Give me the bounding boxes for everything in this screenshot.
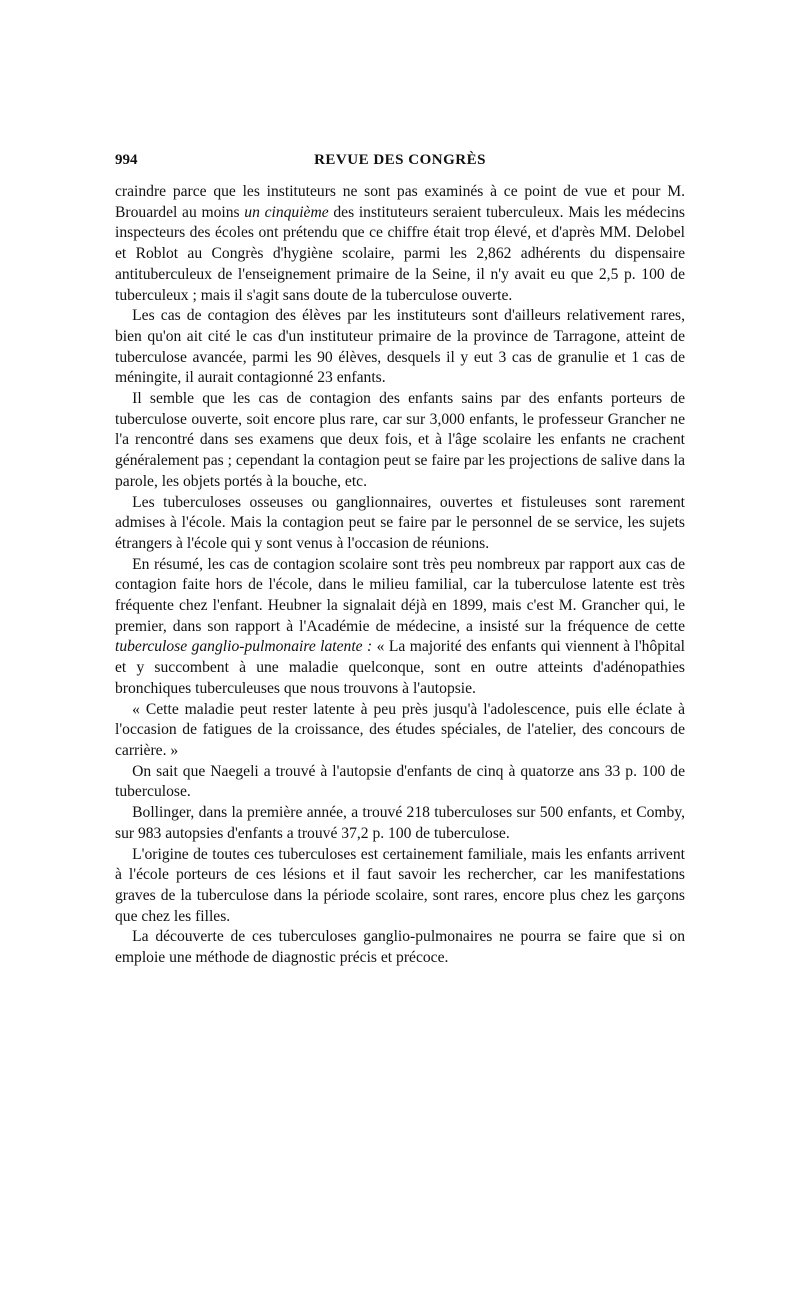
paragraph-8: Bollinger, dans la première année, a trouvé 218 tuberculoses sur 500 enfants, et Comby, sur 983 autopsies d'enfants a trouvé 37,2 p. 100 de tuberculose. [115,804,685,842]
paragraph-9: L'origine de toutes ces tuberculoses est certainement familiale, mais les enfants arrivent à l'école porteurs de ces lésions et il faut savoir les rechercher, car les manifestations graves de la tuberculose dans la période scolaire, sont rares, encore plus chez les garçons que chez les filles. [115,845,685,925]
paragraph-4: Les tuberculoses osseuses ou ganglionnaires, ouvertes et fistuleuses sont rarement admises à l'école. Mais la contagion peut se faire par le personnel de se service, les sujets étrangers à l'école qui y sont venus à l'occasion de réunions. [115,493,685,552]
paragraph-1-emphasis: un cinquième [244,203,329,221]
paragraph-5-emphasis: tuberculose ganglio-pulmonaire latente : [115,638,373,656]
paragraph-5-part-a: En résumé, les cas de contagion scolaire sont très peu nombreux par rapport aux cas de contagion faite hors de l'école, dans le milieu familial, car la tuberculose latente est très fréquente chez l'enfant. Heubner la signalait déjà en 1899, mais c'est M. Grancher qui, le premier, dans son rapport à l'Académie de médecine, a insisté sur la fréquence de cette [115,555,685,635]
page-number: 994 [115,152,138,168]
page-header [115,152,685,176]
running-title: REVUE DES CONGRÈS [314,152,486,168]
paragraph-1-part-b: des instituteurs seraient tuberculeux. Mais les médecins inspecteurs des écoles ont prétendu que ce chiffre était trop élevé, et d'après MM. Delobel et Roblot au Congrès d'hygiène scolaire, parmi les 2,862 adhérents du dispensaire antituberculeux de l'enseignement primaire de la Seine, il n'y avait eu que 2,5 p. 100 de tuberculeux ; mais il s'agit sans doute de la tuberculose ouverte. [115,203,685,304]
paragraph-3: Il semble que les cas de contagion des enfants sains par des enfants porteurs de tuberculose ouverte, soit encore plus rare, car sur 3,000 enfants, le professeur Grancher ne l'a rencontré dans ses examens que deux fois, et à l'âge scolaire les enfants ne crachent généralement pas ; cependant la contagion peut se faire par les projections de salive dans la parole, les objets portés à la bouche, etc. [115,390,685,490]
paragraph-1 [115,182,685,306]
paragraph-7: On sait que Naegeli a trouvé à l'autopsie d'enfants de cinq à quatorze ans 33 p. 100 de tuberculose. [115,762,685,801]
paragraph-2: Les cas de contagion des élèves par les instituteurs sont d'ailleurs relativement rares, bien qu'on ait cité le cas d'un instituteur primaire de la province de Tarragone, atteint de tuberculose avancée, parmi les 90 élèves, desquels il y eut 3 cas de granulie et 1 cas de méningite, il aurait contagionné 23 enfants. [115,307,685,387]
body-text [115,182,685,969]
paragraph-1-part-a: craindre parce que les instituteurs ne sont pas examinés à ce point de vue et pour M. Brouardel au moins [115,183,685,221]
paragraph-5 [115,555,685,700]
paragraph-10: La découverte de ces tuberculoses ganglio-pulmonaires ne pourra se faire que si on emploie une méthode de diagnostic précis et précoce. [115,928,685,967]
paragraph-6: « Cette maladie peut rester latente à peu près jusqu'à l'adolescence, puis elle éclate à l'occasion de fatigues de la croissance, des études spéciales, de l'atelier, des concours de carrière. » [115,700,685,759]
paragraph-5-part-b: « La majorité des enfants qui viennent à l'hôpital et y succombent à une maladie quelconque, sont en outre atteints d'adénopathies bronchiques tuberculeuses que nous trouvons à l'autopsie. [115,638,685,697]
